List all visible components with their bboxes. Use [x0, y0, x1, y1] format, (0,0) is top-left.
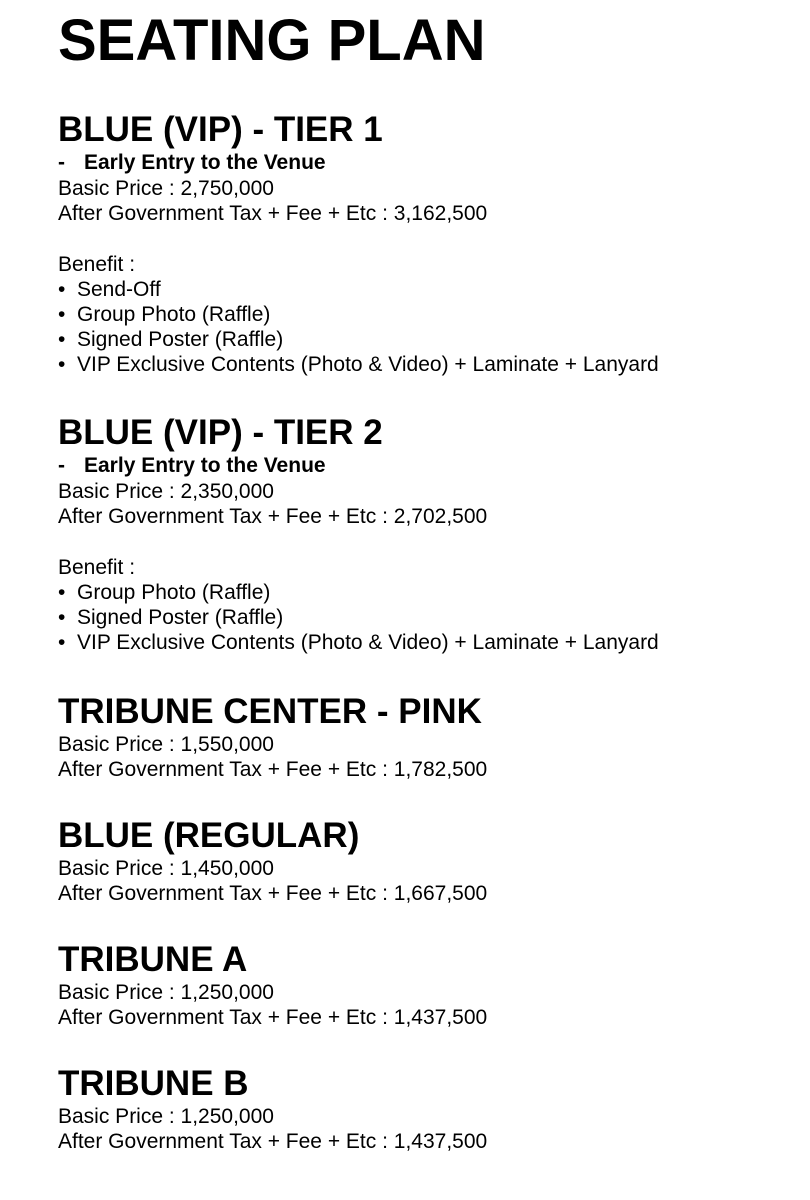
benefit-text: Signed Poster (Raffle): [77, 328, 284, 351]
section-title: TRIBUNE CENTER - PINK: [58, 692, 482, 731]
note-dash: -: [58, 151, 65, 174]
section-note: [58, 453, 798, 479]
bullet-icon: •: [58, 353, 66, 376]
bullet-icon: •: [58, 631, 66, 654]
benefit-item: [58, 605, 798, 630]
basic-price: Basic Price : 2,350,000: [58, 480, 274, 503]
spacer: [58, 529, 798, 555]
section-blue-vip-tier-1: [58, 110, 798, 377]
note-dash: -: [58, 454, 65, 477]
benefit-item: [58, 630, 798, 655]
after-tax-price: After Government Tax + Fee + Etc : 1,437,500: [58, 1006, 488, 1029]
after-tax-price: After Government Tax + Fee + Etc : 1,782,500: [58, 758, 488, 781]
spacer: [58, 226, 798, 252]
section-blue-vip-tier-2: [58, 413, 798, 655]
benefit-text: VIP Exclusive Contents (Photo & Video) + Laminate + Lanyard: [77, 353, 659, 376]
section-tribune-center-pink: [58, 692, 798, 782]
section-title: TRIBUNE B: [58, 1064, 249, 1103]
after-tax-price: After Government Tax + Fee + Etc : 2,702,500: [58, 505, 488, 528]
basic-price: Basic Price : 1,550,000: [58, 733, 274, 756]
benefit-text: Group Photo (Raffle): [77, 581, 271, 604]
bullet-icon: •: [58, 278, 66, 301]
benefit-item: [58, 352, 798, 377]
note-text: Early Entry to the Venue: [84, 151, 326, 174]
note-text: Early Entry to the Venue: [84, 454, 326, 477]
bullet-icon: •: [58, 581, 66, 604]
page-title: SEATING PLAN: [58, 8, 486, 73]
section-tribune-b: [58, 1064, 798, 1154]
bullet-icon: •: [58, 303, 66, 326]
section-title: BLUE (VIP) - TIER 2: [58, 413, 383, 452]
basic-price: Basic Price : 2,750,000: [58, 177, 274, 200]
basic-price: Basic Price : 1,250,000: [58, 981, 274, 1004]
section-title: BLUE (REGULAR): [58, 816, 360, 855]
benefit-text: Group Photo (Raffle): [77, 303, 271, 326]
benefit-text: VIP Exclusive Contents (Photo & Video) + Laminate + Lanyard: [77, 631, 659, 654]
basic-price: Basic Price : 1,250,000: [58, 1105, 274, 1128]
section-title: BLUE (VIP) - TIER 1: [58, 110, 383, 149]
after-tax-price: After Government Tax + Fee + Etc : 1,437,500: [58, 1130, 488, 1153]
section-blue-regular: [58, 816, 798, 906]
benefit-item: [58, 302, 798, 327]
bullet-icon: •: [58, 606, 66, 629]
benefit-list: [58, 277, 798, 377]
benefit-item: [58, 327, 798, 352]
benefit-label: Benefit :: [58, 556, 136, 579]
section-tribune-a: [58, 940, 798, 1030]
section-note: [58, 150, 798, 176]
benefit-item: [58, 580, 798, 605]
after-tax-price: After Government Tax + Fee + Etc : 1,667,500: [58, 882, 488, 905]
after-tax-price: After Government Tax + Fee + Etc : 3,162,500: [58, 202, 488, 225]
benefit-text: Send-Off: [77, 278, 161, 301]
benefit-list: [58, 580, 798, 655]
bullet-icon: •: [58, 328, 66, 351]
benefit-text: Signed Poster (Raffle): [77, 606, 284, 629]
benefit-label: Benefit :: [58, 253, 136, 276]
basic-price: Basic Price : 1,450,000: [58, 857, 274, 880]
section-title: TRIBUNE A: [58, 940, 248, 979]
benefit-item: [58, 277, 798, 302]
